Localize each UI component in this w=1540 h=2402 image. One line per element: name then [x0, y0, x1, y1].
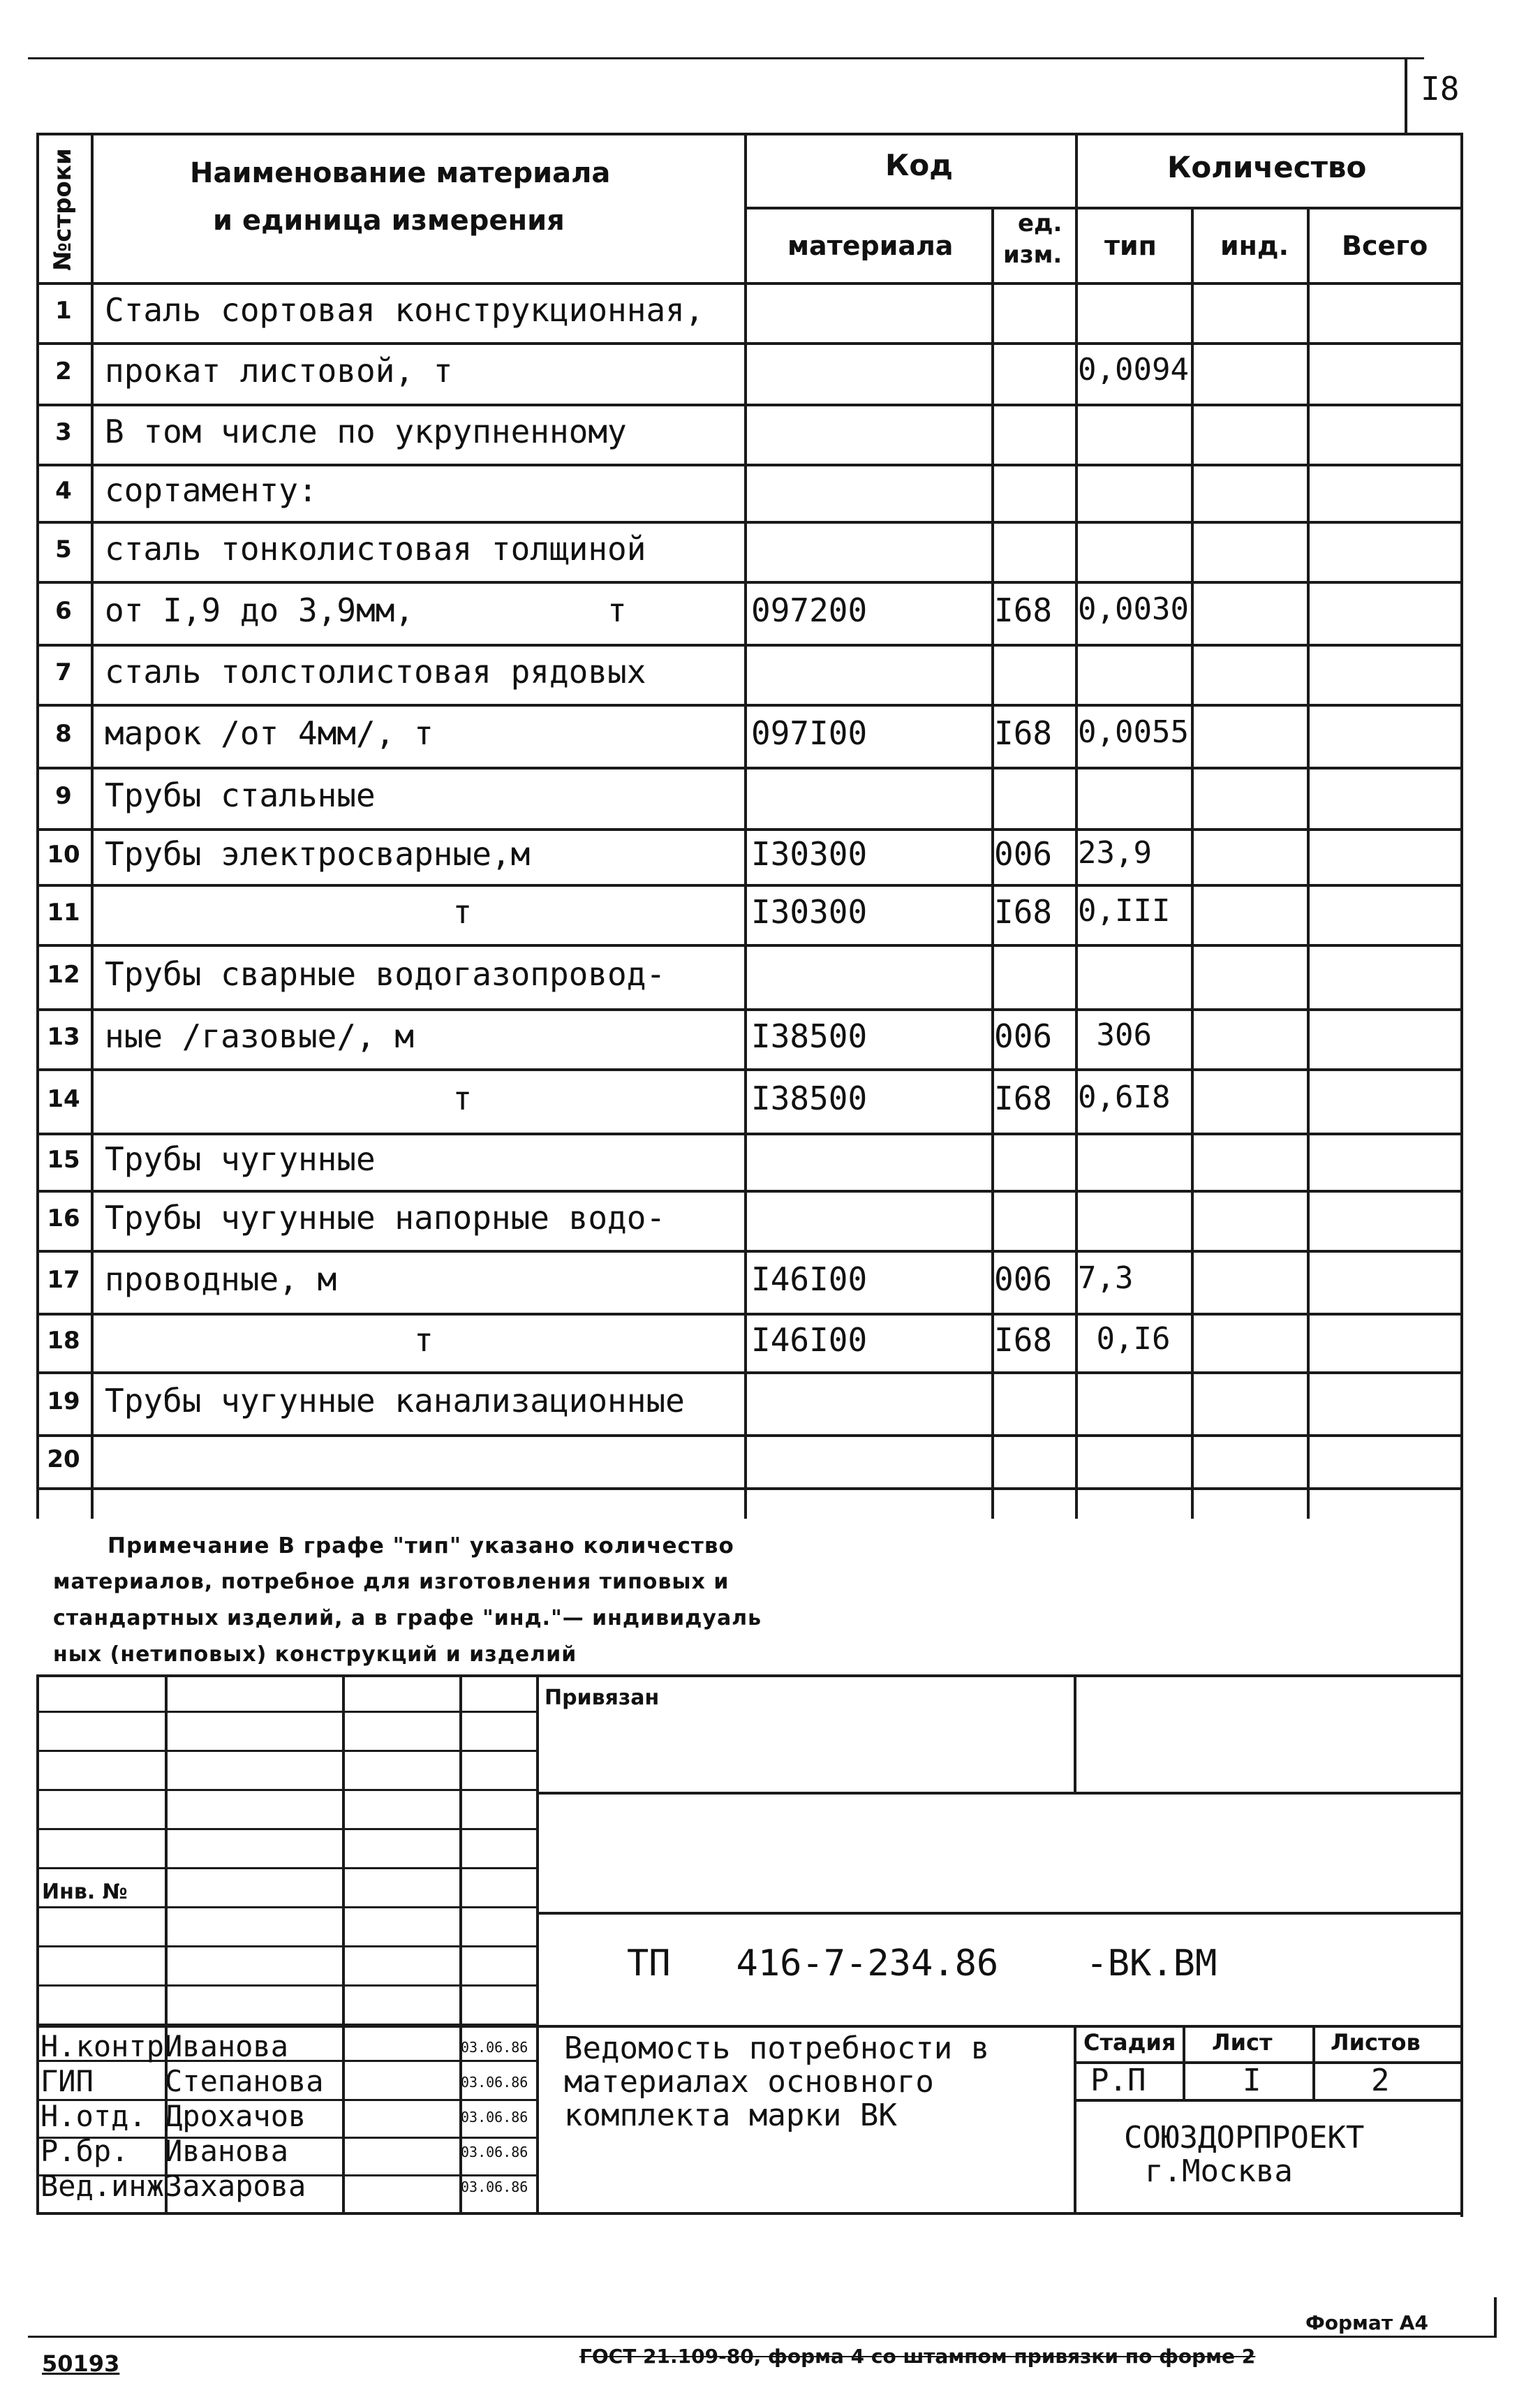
row-type-qty: 0,6I8 [1078, 1080, 1171, 1115]
sheet-value: I [1243, 2063, 1261, 2098]
row-number: 7 [55, 658, 72, 686]
row-number: 8 [55, 720, 72, 748]
sheets-value: 2 [1371, 2063, 1390, 2098]
row-name: Трубы чугунные [105, 1140, 376, 1178]
grid-line [36, 133, 39, 1519]
row-divider [36, 1250, 1463, 1253]
grid-line [744, 207, 1463, 209]
row-material-code: 097200 [751, 591, 868, 629]
organization-name: СОЮЗДОРПРОЕКТ [1124, 2120, 1365, 2156]
grid-line [1183, 2025, 1185, 2099]
row-number: 5 [55, 536, 72, 563]
signer-name: Дрохачов [165, 2099, 306, 2133]
row-divider [36, 828, 1463, 831]
grid-line [36, 1674, 39, 2213]
row-number: 12 [47, 961, 80, 989]
grid-line [36, 1867, 536, 1869]
grid-line [1460, 133, 1463, 2217]
grid-line [36, 1906, 536, 1908]
row-divider [36, 521, 1463, 524]
inventory-label: Инв. № [42, 1880, 128, 1904]
grid-line [536, 1792, 1463, 1795]
row-name: от I,9 до 3,9мм, т [105, 591, 627, 629]
note-line-2: материалов, потребное для изготовления типовых и [53, 1570, 730, 1594]
header-unit-line1: ед. [1018, 209, 1063, 237]
header-code: Код [885, 148, 954, 182]
row-name: проводные, м [105, 1260, 337, 1298]
row-unit-code: 006 [994, 835, 1053, 873]
sheets-label: Листов [1331, 2029, 1421, 2056]
signer-name: Иванова [165, 2134, 289, 2168]
row-unit-code: 006 [994, 1017, 1053, 1055]
row-name: Трубы чугунные канализационные [105, 1382, 685, 1420]
row-unit-code: I68 [994, 893, 1053, 931]
row-material-code: I46I00 [751, 1321, 868, 1359]
signer-role: Р.бр. [40, 2134, 129, 2168]
row-divider [36, 944, 1463, 947]
row-material-code: I30300 [751, 835, 868, 873]
row-name: сталь тонколистовая толщиной [105, 530, 646, 568]
sheet-label: Лист [1212, 2029, 1273, 2056]
row-number: 10 [47, 841, 80, 869]
grid-line [36, 133, 1463, 135]
grid-line [36, 1750, 536, 1752]
row-type-qty: 0,0055 [1078, 714, 1189, 750]
row-name: т [105, 893, 473, 931]
row-name: т [105, 1080, 473, 1117]
doc-title-line1: Ведомость потребности в [564, 2031, 990, 2066]
grid-line [1075, 133, 1078, 1519]
row-number: 6 [55, 597, 72, 625]
signer-date: 03.06.86 [461, 2144, 528, 2160]
signer-role: Н.отд. [40, 2099, 147, 2133]
sheet-number: I8 [1421, 70, 1460, 108]
row-name: прокат листовой, т [105, 352, 453, 390]
row-number: 11 [47, 899, 80, 927]
row-type-qty: 0,0030 [1078, 591, 1189, 627]
row-number: 17 [47, 1266, 80, 1294]
grid-line [36, 2024, 536, 2026]
top-rule [28, 57, 1424, 59]
signer-date: 03.06.86 [461, 2074, 528, 2091]
header-total: Всего [1342, 230, 1428, 261]
row-type-qty: 0,I6 [1078, 1321, 1171, 1357]
doc-title-line3: комплекта марки ВК [564, 2098, 897, 2133]
gost-reference: ГОСТ 21.109-80, форма 4 со штампом привязки по форме 2 [579, 2345, 1256, 2368]
header-type: тип [1104, 230, 1157, 261]
row-type-qty: 306 [1078, 1017, 1152, 1053]
grid-line [36, 282, 1463, 285]
row-divider [36, 1008, 1463, 1011]
row-name: Трубы чугунные напорные водо- [105, 1199, 666, 1237]
row-name: марок /от 4мм/, т [105, 714, 434, 752]
row-number: 9 [55, 782, 72, 810]
row-name: Сталь сортовая конструкционная, [105, 291, 704, 329]
header-material: материала [787, 230, 954, 261]
sheet-number-box-left [1405, 57, 1407, 133]
note-line-3: стандартных изделий, а в графе "инд."— индивидуаль [53, 1606, 762, 1630]
grid-line [1074, 2025, 1076, 2213]
row-material-code: I30300 [751, 893, 868, 931]
row-number: 16 [47, 1204, 80, 1232]
bottom-rule [28, 2336, 1497, 2338]
row-number: 14 [47, 1085, 80, 1113]
grid-line [36, 2212, 1463, 2215]
row-divider [36, 1313, 1463, 1316]
header-quantity: Количество [1167, 150, 1367, 184]
grid-line [36, 1984, 536, 1987]
grid-line [36, 1828, 536, 1830]
signer-role: Вед.инж [40, 2169, 165, 2203]
header-individual: инд. [1220, 230, 1289, 261]
row-number: 2 [55, 358, 72, 385]
format-label: Формат А4 [1305, 2311, 1428, 2334]
grid-line [1312, 2025, 1315, 2099]
grid-line [36, 1711, 536, 1713]
row-number: 13 [47, 1023, 80, 1051]
note-line-1: Примечание В графе "тип" указано количество [108, 1533, 734, 1559]
row-number: 18 [47, 1327, 80, 1355]
row-type-qty: 0,III [1078, 893, 1171, 929]
row-number: 20 [47, 1445, 80, 1473]
grid-line [1074, 1674, 1076, 1793]
header-unit-line2: изм. [1003, 241, 1063, 269]
doc-title-line2: материалах основного [564, 2064, 934, 2100]
archive-number: 50193 [42, 2350, 120, 2377]
row-divider [36, 704, 1463, 707]
row-divider [36, 1190, 1463, 1193]
signer-name: Степанова [165, 2064, 324, 2098]
row-unit-code: I68 [994, 1321, 1053, 1359]
row-divider [36, 404, 1463, 406]
row-material-code: I38500 [751, 1017, 868, 1055]
row-divider [36, 884, 1463, 887]
grid-line [342, 1674, 345, 2213]
row-unit-code: I68 [994, 1080, 1053, 1117]
row-name: В том числе по укрупненному [105, 413, 627, 450]
row-divider [36, 464, 1463, 466]
row-number: 3 [55, 418, 72, 446]
document-code: ТП 416-7-234.86 -ВК.ВМ [627, 1943, 1217, 1984]
row-divider [36, 342, 1463, 345]
row-unit-code: 006 [994, 1260, 1053, 1298]
row-divider [36, 1133, 1463, 1135]
bound-label: Привязан [545, 1686, 660, 1710]
grid-line [744, 133, 747, 1519]
row-type-qty: 0,0094 [1078, 352, 1189, 388]
row-number: 1 [55, 297, 72, 325]
stage-label: Стадия [1083, 2029, 1176, 2056]
row-material-code: I46I00 [751, 1260, 868, 1298]
row-number: 15 [47, 1146, 80, 1174]
row-divider [36, 1487, 1463, 1490]
grid-line [459, 1674, 462, 2213]
row-name: сталь толстолистовая рядовых [105, 653, 646, 691]
organization-city: г.Москва [1145, 2153, 1293, 2189]
row-divider [36, 581, 1463, 584]
row-unit-code: I68 [994, 591, 1053, 629]
row-material-code: I38500 [751, 1080, 868, 1117]
row-divider [36, 767, 1463, 769]
grid-line [36, 1674, 1463, 1677]
signer-date: 03.06.86 [461, 2179, 528, 2195]
row-name: сортаменту: [105, 471, 318, 509]
row-divider [36, 1371, 1463, 1374]
signer-date: 03.06.86 [461, 2109, 528, 2125]
row-name: ные /газовые/, м [105, 1017, 415, 1055]
grid-line [536, 1912, 1463, 1915]
header-name-line2: и единица измерения [213, 205, 565, 237]
format-marker [1494, 2297, 1497, 2336]
stage-value: Р.П [1090, 2063, 1146, 2098]
row-type-qty: 7,3 [1078, 1260, 1134, 1296]
header-name-line1: Наименование материала [190, 157, 611, 189]
row-divider [36, 1068, 1463, 1071]
grid-line [36, 1945, 536, 1947]
grid-line [36, 1789, 536, 1791]
row-name: Трубы стальные [105, 776, 376, 814]
row-name: Трубы электросварные,м [105, 835, 531, 873]
signer-date: 03.06.86 [461, 2039, 528, 2056]
row-type-qty: 23,9 [1078, 835, 1152, 871]
header-row-no: №строки [49, 148, 77, 271]
row-name: Трубы сварные водогазопровод- [105, 955, 666, 993]
grid-line [91, 133, 94, 1519]
row-divider [36, 644, 1463, 647]
row-number: 19 [47, 1387, 80, 1415]
signer-name: Иванова [165, 2029, 289, 2063]
note-line-4: ных (нетиповых) конструкций и изделий [53, 1642, 577, 1667]
grid-line [1074, 2099, 1463, 2102]
signer-role: Н.контр [40, 2029, 165, 2063]
row-number: 4 [55, 477, 72, 505]
row-name: т [105, 1321, 434, 1359]
row-unit-code: I68 [994, 714, 1053, 752]
signer-role: ГИП [40, 2064, 94, 2098]
grid-line [536, 1674, 539, 2213]
row-divider [36, 1434, 1463, 1437]
row-material-code: 097I00 [751, 714, 868, 752]
signer-name: Захарова [165, 2169, 306, 2203]
